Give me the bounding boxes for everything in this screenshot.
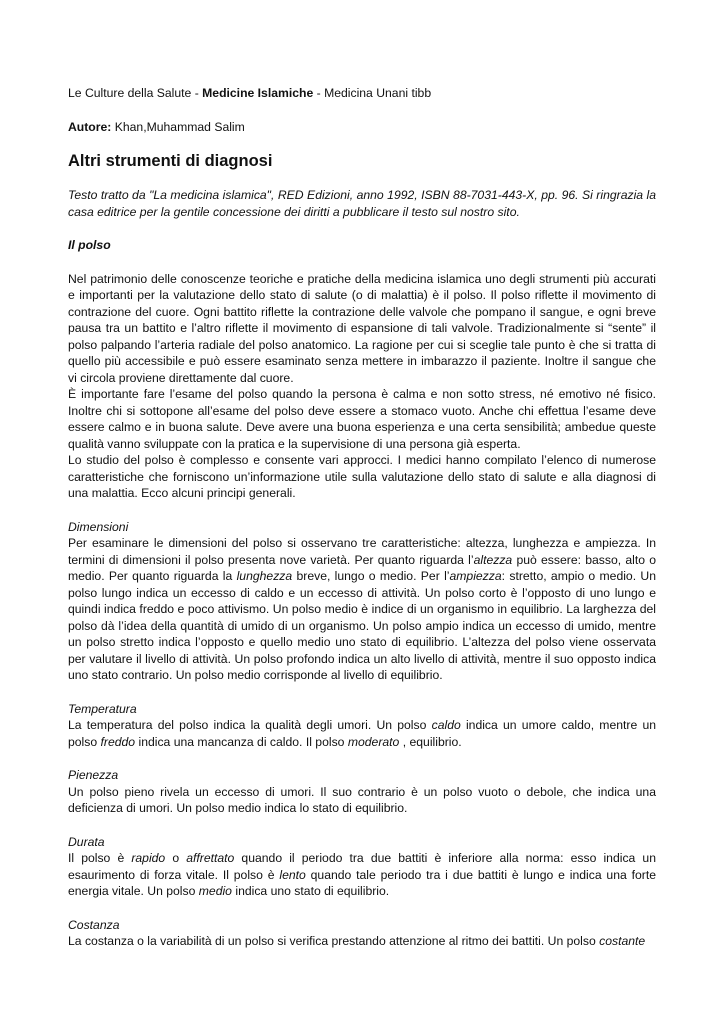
section-costanza <box>68 917 656 950</box>
paragraph: È importante fare l’esame del polso quando la persona è calma e non sotto stress, né emotivo né fisico. Inoltre chi si sottopone all’esame del polso deve essere a stomaco vuoto. Anche chi effettua l’esame deve essere calmo e in buona salute. Deve avere una buona esperienza e una certa sensibilità; ambedue queste qualità vanno sviluppate con la pratica e la supervisione di una persona già esperta. <box>68 387 656 451</box>
section-text-durata <box>68 850 656 900</box>
text-run: indica un umore caldo, mentre un polso <box>68 718 656 749</box>
text-run: può essere: basso, alto o medio. Per quanto riguarda la <box>68 552 656 583</box>
intro-note: Testo tratto da "La medicina islamica", RED Edizioni, anno 1992, ISBN 88-7031-443-X, pp. 96. Si ringrazia la casa editrice per la gentile concessione dei diritti a pubblicare il testo sul nostro sito. <box>68 188 656 219</box>
section-heading-dimensioni: Dimensioni <box>68 519 129 534</box>
author-line <box>68 119 656 136</box>
document-header <box>68 85 656 102</box>
text-run: indica uno stato di equilibrio. <box>231 884 390 898</box>
italic-term: lunghezza <box>236 569 293 583</box>
header-bold: Medicine Islamiche <box>202 86 314 100</box>
paragraph: Lo studio del polso è complesso e consente vari approcci. I medici hanno compilato l’elenco di numerose caratteristiche che forniscono un’informazione utile sulla valutazione dello stato di salute e alla diagnosi di una malattia. Ecco alcuni principi generali. <box>68 453 656 500</box>
section-heading-polso: Il polso <box>68 238 111 252</box>
text-run: breve, lungo o medio. Per l’ <box>292 569 450 583</box>
text-run: indica una mancanza di caldo. Il polso <box>135 734 348 749</box>
italic-term: affrettato <box>186 851 235 865</box>
page-title: Altri strumenti di diagnosi <box>68 152 273 170</box>
italic-term: moderato <box>347 734 400 749</box>
italic-term: lento <box>279 867 306 882</box>
italic-term: costante <box>599 934 646 948</box>
author-name: Khan,Muhammad Salim <box>111 119 245 134</box>
section-pienezza <box>68 767 656 817</box>
section-heading-pienezza: Pienezza <box>68 768 119 782</box>
section-heading-costanza: Costanza <box>68 917 120 932</box>
body-paragraphs <box>68 271 656 502</box>
text-run: quando il periodo tra due battiti è inferiore alla norma: esso indica un esaurimento di forza vitale. Il polso è <box>68 851 656 882</box>
header-suffix: - Medicina Unani tibb <box>313 86 432 100</box>
text-run: : stretto, ampio o medio. Un polso lungo indica un eccesso di caldo e un eccesso di attività. Un polso corto è l’opposto di uno lungo e quindi indica freddo e poco attivismo. Un polso medio è indice di un organismo in equilibrio. La larghezza del polso dà l’idea della quantità di umido di un organismo. Un polso ampio indica un eccesso di umido, mentre un polso stretto indica l’opposto e quello medio uno stato di equilibrio. L’altezza del polso viene osservata per valutare il livello di attività. Un polso profondo indica un alto livello di attività, mentre il suo opposto indica uno stato contrario. Un polso medio corrisponde al livello di equilibrio. <box>68 569 656 682</box>
paragraph: Nel patrimonio delle conoscenze teoriche e pratiche della medicina islamica uno degli strumenti più accurati e importanti per la valutazione dello stato di salute (o di malattia) è il polso. Il polso riflette il movimento di contrazione del cuore. Ogni battito riflette la contrazione delle valvole che pompano il sangue, e ogni breve pausa tra un battito e l’altro riflette il movimento di espansione di tali valvole. Tradizionalmente si “sente” il polso palpando l’arteria radiale del polso anatomico. La ragione per cui si sceglie tale punto è che si tratta di quello più accessibile e può essere esaminato senza mettere in imbarazzo il paziente. Inoltre il sangue che vi circola proviene direttamente dal cuore. <box>68 271 656 385</box>
section-text-dimensioni <box>68 535 656 684</box>
section-heading-temperatura: Temperatura <box>68 701 137 716</box>
italic-term: caldo <box>431 718 461 732</box>
section-temperatura <box>68 701 656 751</box>
section-heading-durata: Durata <box>68 834 105 849</box>
text-run: La temperatura del polso indica la qualità degli umori. Un polso <box>68 718 432 732</box>
section-durata <box>68 834 656 900</box>
text-run: Per esaminare le dimensioni del polso si osservano tre caratteristiche: altezza, lunghezza e ampiezza. In termini di dimensioni il polso presenta nove varietà. Per quanto riguarda l’ <box>68 536 656 567</box>
section-text-pienezza: Un polso pieno rivela un eccesso di umori. Il suo contrario è un polso vuoto o debole, che indica una deficienza di umori. Un polso medio indica lo stato di equilibrio. <box>68 784 656 815</box>
section-text-costanza <box>68 933 656 950</box>
header-prefix: Le Culture della Salute - <box>68 86 203 100</box>
text-run: La costanza o la variabilità di un polso si verifica prestando attenzione al ritmo dei battiti. Un polso <box>68 934 600 948</box>
italic-term: ampiezza <box>449 569 502 583</box>
text-run: o <box>165 851 187 865</box>
text-run: , equilibrio. <box>399 734 462 749</box>
italic-term: altezza <box>473 552 513 567</box>
document-page <box>68 85 656 950</box>
italic-term: freddo <box>100 734 136 749</box>
text-run: quando tale periodo tra i due battiti è lungo e indica una forte energia vitale. Un polso <box>68 867 656 898</box>
italic-term: medio <box>198 884 232 898</box>
author-label: Autore: <box>68 119 112 134</box>
italic-term: rapido <box>131 851 166 865</box>
section-text-temperatura <box>68 717 656 750</box>
section-dimensioni <box>68 519 656 684</box>
text-run: Il polso è <box>68 851 132 865</box>
